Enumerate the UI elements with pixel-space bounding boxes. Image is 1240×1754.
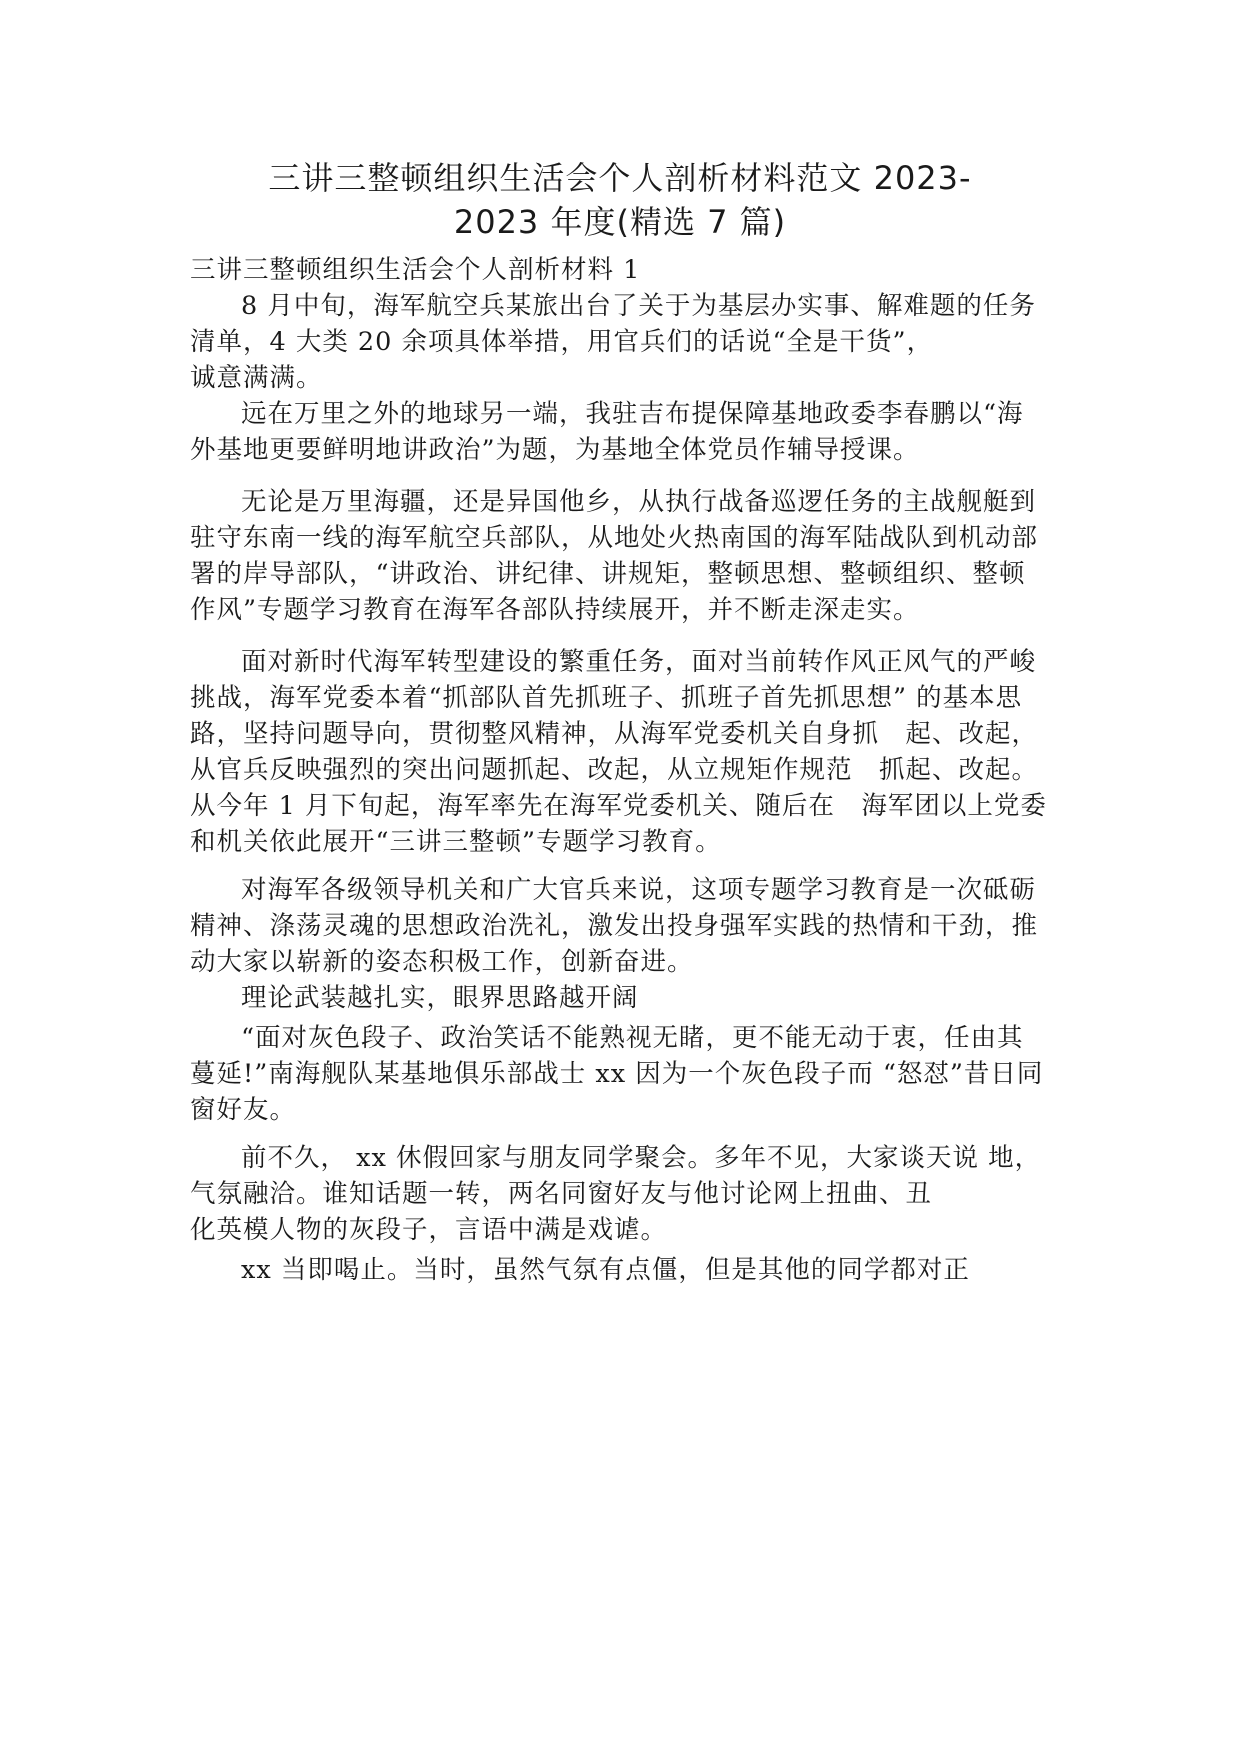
paragraph-7-continued: 化英模人物的灰段子，言语中满是戏谑。 xyxy=(190,1215,668,1245)
subheading: 理论武装越扎实，眼界思路越开阔 xyxy=(241,983,639,1013)
paragraph-4: 面对新时代海军转型建设的繁重任务，面对当前转作风正风气的严峻挑战，海军党委本着“抓部队首先抓班子、抓班子首先抓思想” 的基本思路，坚持问题导向，贯彻整风精神，从海军党委机关自身抓 起、改起，从官兵反映强烈的突出问题抓起、改起，从立规矩作规范 抓起、改起。从今年 1 月下旬起，海军率先在海军党委机关、随后在 海军团以上党委和机关依此展开“三讲三整顿”专题学习教育。 xyxy=(190,647,1047,857)
paragraph-6: “面对灰色段子、政治笑话不能熟视无睹，更不能无动于衷，任由其蔓延!”南海舰队某基地俱乐部战士 xx 因为一个灰色段子而 “怒怼”昔日同窗好友。 xyxy=(190,1023,1044,1125)
title-line-1: 三讲三整顿组织生活会个人剖析材料范文 2023- xyxy=(268,159,972,197)
paragraph-7: 前不久， xx 休假回家与朋友同学聚会。多年不见，大家谈天说 地，气氛融洽。谁知话题一转，两名同窗好友与他讨论网上扭曲、丑 xyxy=(190,1143,1042,1209)
title-line-2: 2023 年度(精选 7 篇) xyxy=(453,203,787,241)
paragraph-1: 8 月中旬，海军航空兵某旅出台了关于为基层办实事、解难题的任务清单，4 大类 20 余项具体举措，用官兵们的话说“全是干货”， xyxy=(190,291,1036,357)
paragraph-2: 远在万里之外的地球另一端，我驻吉布提保障基地政委李春鹏以“海外基地更要鲜明地讲政治”为题，为基地全体党员作辅导授课。 xyxy=(190,399,1024,465)
paragraph-1-continued: 诚意满满。 xyxy=(190,363,323,393)
section-heading: 三讲三整顿组织生活会个人剖析材料 1 xyxy=(190,255,641,285)
paragraph-8: xx 当即喝止。当时，虽然气氛有点僵，但是其他的同学都对正 xyxy=(241,1255,970,1285)
document-title xyxy=(190,156,1050,244)
document-body xyxy=(190,252,1050,1288)
paragraph-3: 无论是万里海疆，还是异国他乡，从执行战备巡逻任务的主战舰艇到驻守东南一线的海军航空兵部队，从地处火热南国的海军陆战队到机动部署的岸导部队，“讲政治、讲纪律、讲规矩，整顿思想、整顿组织、整顿作风”专题学习教育在海军各部队持续展开，并不断走深走实。 xyxy=(190,487,1039,625)
paragraph-5: 对海军各级领导机关和广大官兵来说，这项专题学习教育是一次砥砺精神、涤荡灵魂的思想政治洗礼，激发出投身强军实践的热情和干劲，推动大家以崭新的姿态积极工作，创新奋进。 xyxy=(190,875,1039,977)
